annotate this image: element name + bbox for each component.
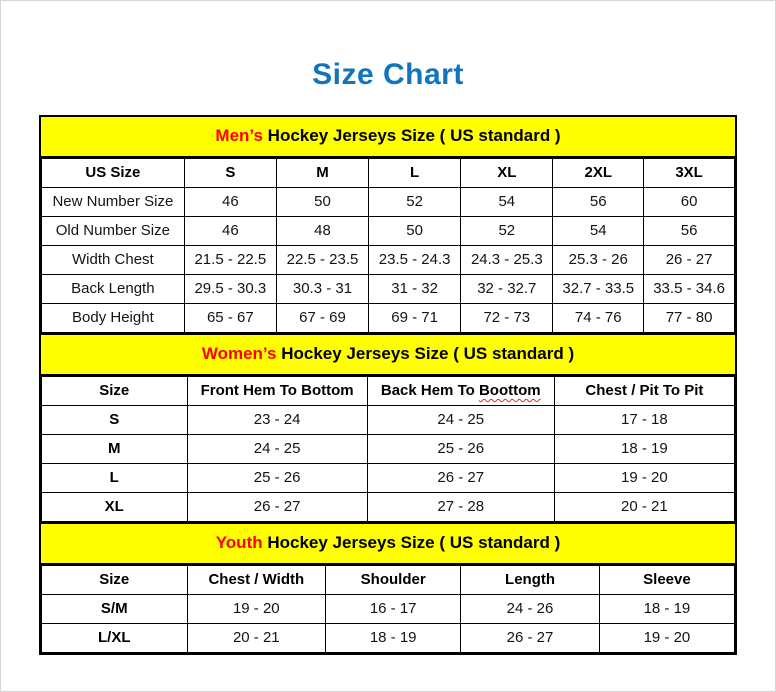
value-cell: 65 - 67: [184, 304, 276, 333]
table-row: [42, 493, 735, 522]
value-cell: 26 - 27: [461, 624, 600, 653]
row-label: XL: [42, 493, 188, 522]
row-label: S/M: [42, 595, 188, 624]
table-row: [42, 464, 735, 493]
column-header: Length: [461, 566, 600, 595]
column-header: Back Hem To Boottom: [367, 377, 554, 406]
column-header: Front Hem To Bottom: [187, 377, 367, 406]
table-row: [42, 217, 735, 246]
value-cell: 54: [461, 188, 553, 217]
value-cell: 26 - 27: [187, 493, 367, 522]
column-header: L: [369, 159, 461, 188]
column-header: Size: [42, 377, 188, 406]
value-cell: 24 - 25: [187, 435, 367, 464]
table-row: [42, 304, 735, 333]
value-cell: 29.5 - 30.3: [184, 275, 276, 304]
youth-section-heading: [41, 522, 735, 565]
value-cell: 31 - 32: [369, 275, 461, 304]
column-header: M: [276, 159, 368, 188]
value-cell: 56: [553, 188, 644, 217]
womens-section-heading: [41, 333, 735, 376]
value-cell: 19 - 20: [554, 464, 734, 493]
value-cell: 52: [369, 188, 461, 217]
table-row: [42, 406, 735, 435]
value-cell: 33.5 - 34.6: [644, 275, 735, 304]
value-cell: 21.5 - 22.5: [184, 246, 276, 275]
value-cell: 25 - 26: [367, 435, 554, 464]
value-cell: 69 - 71: [369, 304, 461, 333]
column-header: Chest / Width: [187, 566, 326, 595]
column-header: 2XL: [553, 159, 644, 188]
value-cell: 50: [276, 188, 368, 217]
value-cell: 26 - 27: [644, 246, 735, 275]
row-label: Body Height: [42, 304, 185, 333]
mens-heading-text: Hockey Jerseys Size ( US standard ): [262, 126, 561, 145]
youth-size-table: [41, 565, 735, 653]
value-cell: 32 - 32.7: [461, 275, 553, 304]
mens-size-table: [41, 158, 735, 333]
value-cell: 25.3 - 26: [553, 246, 644, 275]
table-row: [42, 595, 735, 624]
value-cell: 46: [184, 188, 276, 217]
column-header: US Size: [42, 159, 185, 188]
mens-header-row: [42, 159, 735, 188]
row-label: M: [42, 435, 188, 464]
value-cell: 18 - 19: [599, 595, 734, 624]
column-header: Size: [42, 566, 188, 595]
table-row: [42, 246, 735, 275]
row-label: New Number Size: [42, 188, 185, 217]
table-row: [42, 624, 735, 653]
column-header: Shoulder: [326, 566, 461, 595]
womens-size-table: [41, 376, 735, 522]
row-label: Width Chest: [42, 246, 185, 275]
table-row: [42, 275, 735, 304]
column-header: S: [184, 159, 276, 188]
youth-header-row: [42, 566, 735, 595]
youth-heading-text: Hockey Jerseys Size ( US standard ): [262, 533, 561, 552]
womens-heading-accent: Women’s: [201, 344, 277, 363]
value-cell: 18 - 19: [326, 624, 461, 653]
value-cell: 46: [184, 217, 276, 246]
table-row: [42, 188, 735, 217]
row-label: Back Length: [42, 275, 185, 304]
value-cell: 27 - 28: [367, 493, 554, 522]
value-cell: 17 - 18: [554, 406, 734, 435]
value-cell: 23.5 - 24.3: [369, 246, 461, 275]
misspelled-word: Boottom: [478, 382, 541, 399]
mens-heading-accent: Men’s: [215, 126, 263, 145]
value-cell: 30.3 - 31: [276, 275, 368, 304]
row-label: L: [42, 464, 188, 493]
youth-heading-accent: Youth: [215, 533, 263, 552]
value-cell: 32.7 - 33.5: [553, 275, 644, 304]
value-cell: 25 - 26: [187, 464, 367, 493]
column-header: 3XL: [644, 159, 735, 188]
row-label: S: [42, 406, 188, 435]
value-cell: 18 - 19: [554, 435, 734, 464]
row-label: Old Number Size: [42, 217, 185, 246]
womens-heading-text: Hockey Jerseys Size ( US standard ): [276, 344, 575, 363]
value-cell: 16 - 17: [326, 595, 461, 624]
value-cell: 22.5 - 23.5: [276, 246, 368, 275]
value-cell: 72 - 73: [461, 304, 553, 333]
row-label: L/XL: [42, 624, 188, 653]
table-row: [42, 435, 735, 464]
value-cell: 20 - 21: [554, 493, 734, 522]
value-cell: 20 - 21: [187, 624, 326, 653]
value-cell: 24.3 - 25.3: [461, 246, 553, 275]
value-cell: 48: [276, 217, 368, 246]
value-cell: 77 - 80: [644, 304, 735, 333]
value-cell: 74 - 76: [553, 304, 644, 333]
value-cell: 52: [461, 217, 553, 246]
size-chart-tables: [39, 115, 737, 655]
value-cell: 54: [553, 217, 644, 246]
womens-header-row: [42, 377, 735, 406]
column-header: Sleeve: [599, 566, 734, 595]
value-cell: 19 - 20: [599, 624, 734, 653]
value-cell: 19 - 20: [187, 595, 326, 624]
value-cell: 24 - 26: [461, 595, 600, 624]
mens-section-heading: [41, 117, 735, 158]
value-cell: 23 - 24: [187, 406, 367, 435]
value-cell: 24 - 25: [367, 406, 554, 435]
value-cell: 26 - 27: [367, 464, 554, 493]
value-cell: 67 - 69: [276, 304, 368, 333]
page-title: Size Chart: [312, 58, 464, 91]
column-header: XL: [461, 159, 553, 188]
column-header: Chest / Pit To Pit: [554, 377, 734, 406]
value-cell: 50: [369, 217, 461, 246]
value-cell: 60: [644, 188, 735, 217]
value-cell: 56: [644, 217, 735, 246]
